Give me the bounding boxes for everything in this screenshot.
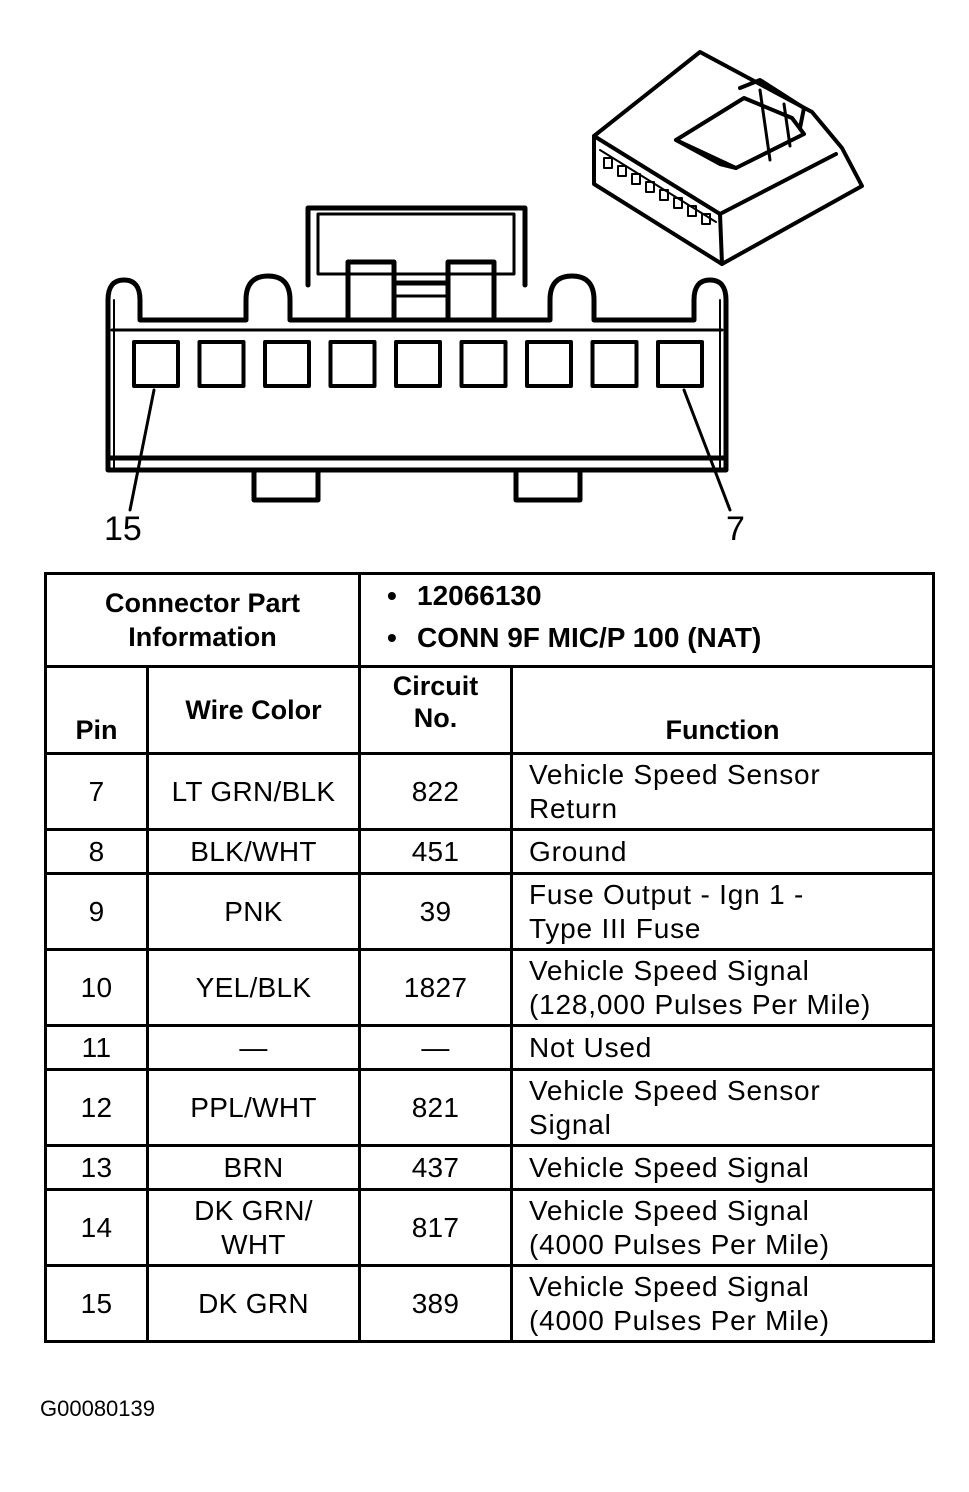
pin-cell: 7: [46, 754, 148, 830]
header-function: Function: [512, 667, 934, 754]
function-cell: Vehicle Speed Signal (4000 Pulses Per Mile): [512, 1266, 934, 1342]
function-cell: Fuse Output - Ign 1 - Type III Fuse: [512, 874, 934, 950]
table-row: [46, 1266, 934, 1342]
table-row: [46, 830, 934, 874]
connector-description: CONN 9F MIC/P 100 (NAT): [417, 622, 762, 653]
header-row: [46, 667, 934, 754]
circuit-cell: 821: [360, 1070, 512, 1146]
function-cell: Ground: [512, 830, 934, 874]
pin-cell: 9: [46, 874, 148, 950]
pin-cell: 8: [46, 830, 148, 874]
pin-cell: 12: [46, 1070, 148, 1146]
wire-color-cell: BRN: [148, 1146, 360, 1190]
pin-label-15: 15: [104, 510, 142, 548]
pin-label-7: 7: [726, 510, 745, 548]
leader-line-pin-7: [684, 390, 730, 510]
wire-color-cell: PPL/WHT: [148, 1070, 360, 1146]
function-cell: Vehicle Speed Signal (128,000 Pulses Per Mile): [512, 950, 934, 1026]
circuit-cell: 389: [360, 1266, 512, 1342]
part-number: 12066130: [417, 580, 542, 611]
connector-latch: [308, 208, 525, 320]
pin-cell: 13: [46, 1146, 148, 1190]
pin-cavity: [527, 342, 571, 386]
pin-cell: 14: [46, 1190, 148, 1266]
table-row: [46, 1026, 934, 1070]
function-cell: Not Used: [512, 1026, 934, 1070]
pin-cavity: [593, 342, 637, 386]
pin-cavity: [134, 342, 178, 386]
function-cell: Vehicle Speed Sensor Signal: [512, 1070, 934, 1146]
pinout-table: [44, 572, 935, 1343]
table-row: [46, 1190, 934, 1266]
pin-cavity: [200, 342, 244, 386]
figure-code: G00080139: [40, 1396, 155, 1421]
pin-cavity: [265, 342, 309, 386]
connector-info-values: • 12066130 • CONN 9F MIC/P 100 (NAT): [360, 574, 934, 667]
function-cell: Vehicle Speed Signal: [512, 1146, 934, 1190]
function-cell: Vehicle Speed Sensor Return: [512, 754, 934, 830]
connector-info-label: Connector Part Information: [46, 574, 360, 667]
circuit-cell: —: [360, 1026, 512, 1070]
pin-cavity: [396, 342, 440, 386]
table-row: [46, 754, 934, 830]
wire-color-cell: DK GRN: [148, 1266, 360, 1342]
connector-info-row: [46, 574, 934, 667]
circuit-cell: 451: [360, 830, 512, 874]
table-row: [46, 950, 934, 1026]
circuit-cell: 39: [360, 874, 512, 950]
header-pin: Pin: [46, 667, 148, 754]
table-row: [46, 1070, 934, 1146]
pin-cavities: [134, 342, 702, 386]
wire-color-cell: —: [148, 1026, 360, 1070]
wire-color-cell: BLK/WHT: [148, 830, 360, 874]
circuit-cell: 817: [360, 1190, 512, 1266]
pin-cavity: [462, 342, 506, 386]
pin-cavity: [331, 342, 375, 386]
function-cell: Vehicle Speed Signal (4000 Pulses Per Mile): [512, 1190, 934, 1266]
table-row: [46, 1146, 934, 1190]
wire-color-cell: LT GRN/BLK: [148, 754, 360, 830]
header-wire-color: Wire Color: [148, 667, 360, 754]
leader-line-pin-15: [130, 390, 154, 510]
wire-color-cell: YEL/BLK: [148, 950, 360, 1026]
table-row: [46, 874, 934, 950]
circuit-cell: 1827: [360, 950, 512, 1026]
pin-cell: 10: [46, 950, 148, 1026]
circuit-cell: 437: [360, 1146, 512, 1190]
circuit-cell: 822: [360, 754, 512, 830]
header-circuit-no: Circuit No.: [360, 667, 512, 754]
pin-cell: 15: [46, 1266, 148, 1342]
connector-isometric-view: [594, 52, 862, 264]
connector-diagram: [0, 0, 969, 560]
pin-cell: 11: [46, 1026, 148, 1070]
wire-color-cell: DK GRN/ WHT: [148, 1190, 360, 1266]
wire-color-cell: PNK: [148, 874, 360, 950]
pin-cavity: [658, 342, 702, 386]
